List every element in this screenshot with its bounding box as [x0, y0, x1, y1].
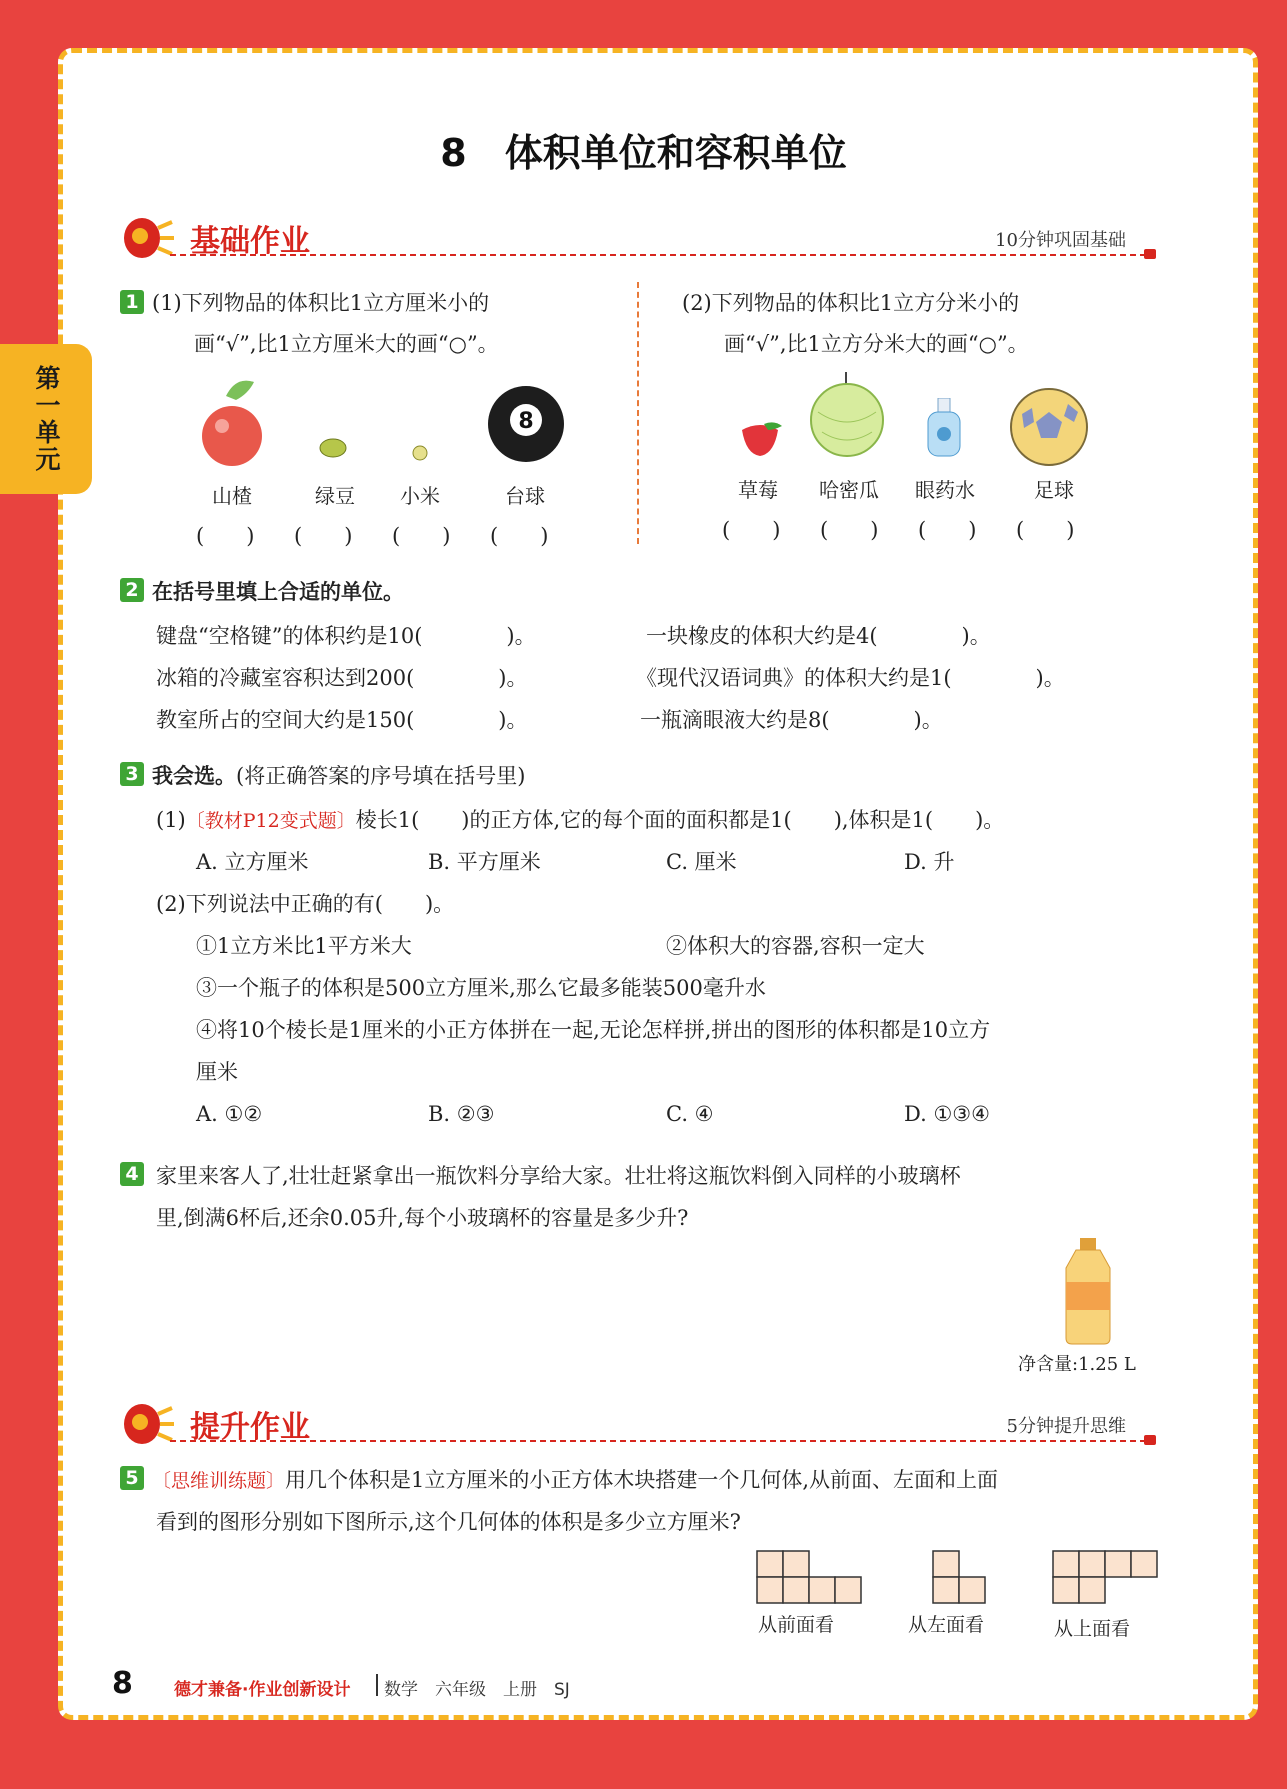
option[interactable]: B. ②③ [428, 1102, 495, 1126]
answer-blank[interactable]: ( ) [196, 524, 255, 548]
answer-blank[interactable]: ( ) [722, 518, 781, 542]
q2-line: 键盘“空格键”的体积约是10( )。 [156, 624, 536, 648]
option[interactable]: C. ④ [666, 1102, 714, 1126]
melon-icon [808, 372, 886, 458]
option[interactable]: A. 立方厘米 [196, 850, 309, 874]
answer-blank[interactable]: ( ) [392, 524, 451, 548]
footer-brand: 德才兼备·作业创新设计 [174, 1680, 351, 1700]
answer-blank[interactable]: ( ) [490, 524, 549, 548]
view-label-top: 从上面看 [1054, 1618, 1131, 1640]
item-label-hawthorn: 山楂 [212, 484, 252, 508]
soccer-ball-icon [1008, 386, 1090, 468]
q1-part1-line2: 画“√”,比1立方厘米大的画“○”。 [194, 332, 499, 356]
q1-part1-line1: (1)下列物品的体积比1立方厘米小的 [152, 291, 490, 315]
q2-line: 冰箱的冷藏室容积达到200( )。 [156, 666, 528, 690]
top-view-diagram [1052, 1548, 1160, 1606]
q5-line1: 用几个体积是1立方厘米的小正方体木块搭建一个几何体,从前面、左面和上面 [285, 1468, 999, 1492]
page-number: 8 [112, 1666, 133, 1701]
statement: ③一个瓶子的体积是500立方厘米,那么它最多能装500毫升水 [196, 976, 766, 1000]
q3-title: 我会选。 [152, 764, 236, 788]
section-rule-end [1144, 249, 1156, 259]
q3-title-row [152, 760, 525, 790]
item-label-strawberry: 草莓 [738, 478, 778, 502]
item-label-eye-drops: 眼药水 [915, 478, 975, 502]
q1-part2-line1: (2)下列物品的体积比1立方分米小的 [682, 291, 1020, 315]
option[interactable]: A. ①② [196, 1102, 263, 1126]
section-rule [170, 254, 1146, 256]
q1-part2-line2: 画“√”,比1立方分米大的画“○”。 [724, 332, 1029, 356]
footer-info: 数学 六年级 上册 SJ [384, 1680, 570, 1700]
item-label-millet: 小米 [400, 484, 440, 508]
section-basic-header [118, 208, 1158, 268]
textbook-tag: 〔教材P12变式题〕 [185, 810, 356, 832]
section-rule [170, 1440, 1146, 1442]
question-number: 4 [120, 1162, 144, 1186]
answer-blank[interactable]: ( ) [820, 518, 879, 542]
megaphone-mascot-icon [118, 214, 174, 262]
q3-part2-text: (2)下列说法中正确的有( )。 [156, 892, 455, 916]
q5-line2: 看到的图形分别如下图所示,这个几何体的体积是多少立方厘米? [156, 1510, 741, 1534]
item-label-soccer: 足球 [1034, 478, 1074, 502]
statement: 厘米 [196, 1060, 238, 1084]
front-view-diagram [756, 1548, 864, 1606]
item-label-billiard: 台球 [505, 484, 545, 508]
question-number: 3 [120, 762, 144, 786]
q5-line1-row [152, 1464, 998, 1494]
option[interactable]: C. 厘米 [666, 850, 737, 874]
option[interactable]: D. ①③④ [904, 1102, 990, 1126]
q2-line: 一瓶滴眼液大约是8( )。 [640, 708, 943, 732]
q3-part1-row [156, 804, 1004, 834]
billiard-ball-icon [486, 384, 566, 464]
q3-part1-text: 棱长1( )的正方体,它的每个面的面积都是1( ),体积是1( )。 [355, 808, 1005, 832]
question-number: 2 [120, 578, 144, 602]
q2-line: 教室所占的空间大约是150( )。 [156, 708, 528, 732]
section-basic-label: 基础作业 [190, 224, 310, 259]
q3-part1-prefix: (1) [156, 808, 186, 832]
view-label-left: 从左面看 [908, 1614, 985, 1636]
statement: ②体积大的容器,容积一定大 [666, 934, 925, 958]
section-advanced-label: 提升作业 [190, 1410, 310, 1445]
item-label-mung-bean: 绿豆 [315, 484, 355, 508]
mung-bean-icon [318, 436, 348, 460]
option[interactable]: D. 升 [904, 850, 955, 874]
megaphone-mascot-icon [118, 1400, 174, 1448]
svg-text:8: 8 [518, 409, 534, 434]
q2-line: 一块橡皮的体积大约是4( )。 [646, 624, 991, 648]
hawthorn-icon [196, 376, 276, 472]
statement: ①1立方米比1平方米大 [196, 934, 412, 958]
footer-divider [376, 1674, 378, 1696]
answer-blank[interactable]: ( ) [294, 524, 353, 548]
section-rule-end [1144, 1435, 1156, 1445]
answer-blank[interactable]: ( ) [1016, 518, 1075, 542]
q2-title: 在括号里填上合适的单位。 [152, 580, 404, 604]
left-view-diagram [932, 1548, 988, 1606]
section-advanced-header [118, 1394, 1158, 1454]
q4-line2: 里,倒满6杯后,还余0.05升,每个小玻璃杯的容量是多少升? [156, 1206, 689, 1230]
millet-icon [410, 444, 430, 462]
statement: ④将10个棱长是1厘米的小正方体拼在一起,无论怎样拼,拼出的图形的体积都是10立方 [196, 1018, 991, 1042]
column-divider [637, 282, 639, 544]
question-number: 1 [120, 290, 144, 314]
strawberry-icon [734, 418, 786, 458]
q4-line1: 家里来客人了,壮壮赶紧拿出一瓶饮料分享给大家。壮壮将这瓶饮料倒入同样的小玻璃杯 [156, 1164, 961, 1188]
drink-bottle-icon [1058, 1238, 1118, 1346]
unit-tab [0, 344, 92, 494]
q2-line: 《现代汉语词典》的体积大约是1( )。 [636, 666, 1065, 690]
option[interactable]: B. 平方厘米 [428, 850, 541, 874]
page-title: 8 体积单位和容积单位 [440, 131, 847, 175]
eye-drops-icon [924, 398, 964, 460]
question-number: 5 [120, 1466, 144, 1490]
bottle-label: 净含量:1.25 L [1018, 1354, 1136, 1375]
view-label-front: 从前面看 [758, 1614, 835, 1636]
section-basic-sub: 10分钟巩固基础 [995, 230, 1126, 251]
section-advanced-sub: 5分钟提升思维 [1006, 1416, 1126, 1437]
unit-tab-label: 第一单元 [32, 365, 61, 473]
thinking-tag: 〔思维训练题〕 [152, 1470, 286, 1492]
answer-blank[interactable]: ( ) [918, 518, 977, 542]
q3-title-note: (将正确答案的序号填在括号里) [236, 764, 526, 788]
item-label-melon: 哈密瓜 [819, 478, 879, 502]
